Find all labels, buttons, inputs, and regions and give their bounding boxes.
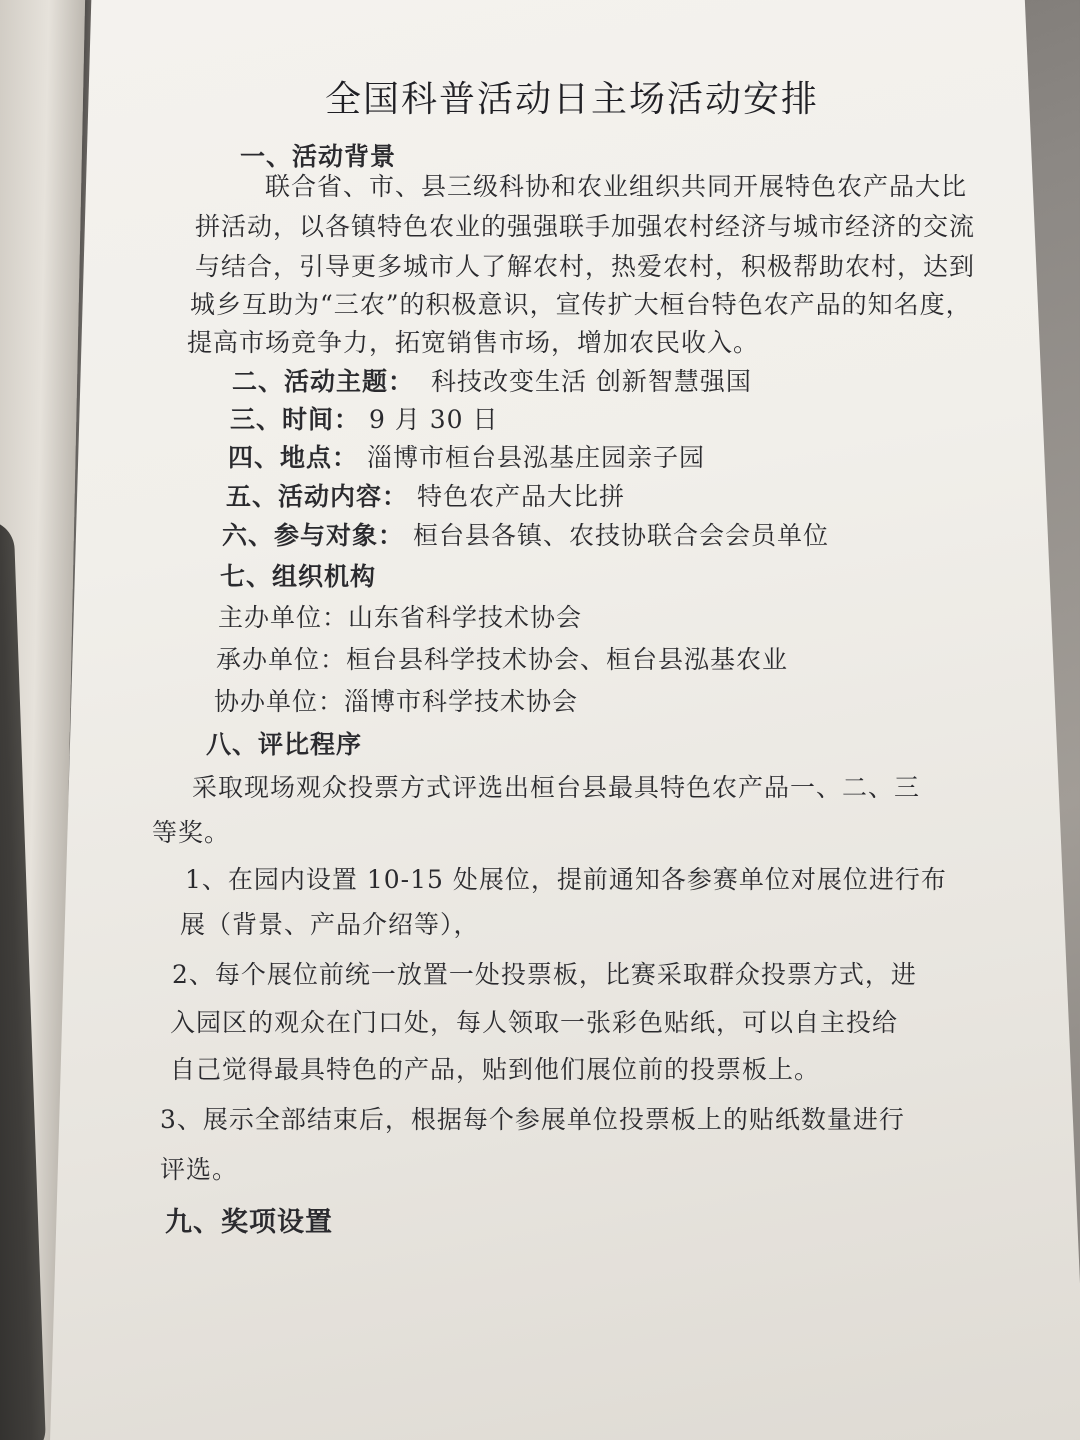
procedure-intro-line-2: 等奖。: [152, 818, 231, 847]
background-line-4: 城乡互助为“三农”的积极意识，宣传扩大桓台特色农产品的知名度，: [190, 290, 972, 319]
section-background-heading: 一、活动背景: [240, 142, 397, 171]
host-unit: 主办单位：山东省科学技术协会: [218, 603, 583, 632]
co-organizer-unit: 协办单位：淄博市科学技术协会: [214, 687, 579, 716]
background-line-3: 与结合，引导更多城市人了解农村，热爱农村，积极帮助农村，达到: [195, 252, 976, 281]
time-label: 三、时间：: [230, 405, 361, 434]
theme-label: 二、活动主题：: [232, 367, 415, 396]
background-line-1: 联合省、市、县三级科协和农业组织共同开展特色农产品大比: [265, 172, 968, 201]
step3-line-2: 评选。: [160, 1155, 239, 1184]
content-value: 特色农产品大比拼: [416, 482, 625, 511]
time-row: [230, 405, 499, 435]
place-row: [228, 443, 705, 473]
section-awards-heading: 九、奖项设置: [165, 1207, 333, 1238]
theme-value: 科技改变生活 创新智慧强国: [430, 367, 752, 396]
step1-line-1: 1、在园内设置 10-15 处展位，提前通知各参赛单位对展位进行布: [185, 865, 947, 894]
participants-label: 六、参与对象：: [222, 521, 405, 550]
step2-line-1: 2、每个展位前统一放置一处投票板，比赛采取群众投票方式，进: [172, 960, 917, 989]
background-line-5: 提高市场竞争力，拓宽销售市场，增加农民收入。: [187, 328, 760, 357]
content-label: 五、活动内容：: [226, 482, 409, 511]
organizer-unit: 承办单位：桓台县科学技术协会、桓台县泓基农业: [216, 645, 789, 674]
content-row: [226, 482, 625, 512]
section-procedure-heading: 八、评比程序: [206, 730, 363, 759]
step2-line-2: 入园区的观众在门口处，每人领取一张彩色贴纸，可以自主投给: [170, 1008, 899, 1037]
time-value: 9 月 30 日: [368, 405, 499, 434]
section-organization-heading: 七、组织机构: [220, 562, 377, 591]
background-line-2: 拼活动，以各镇特色农业的强强联手加强农村经济与城市经济的交流: [195, 212, 976, 241]
theme-row: [232, 367, 752, 397]
place-value: 淄博市桓台县泓基庄园亲子园: [366, 443, 705, 472]
participants-value: 桓台县各镇、农技协联合会会员单位: [412, 521, 829, 550]
step3-line-1: 3、展示全部结束后，根据每个参展单位投票板上的贴纸数量进行: [160, 1105, 905, 1134]
document-title: 全国科普活动日主场活动安排: [325, 79, 820, 120]
step2-line-3: 自己觉得最具特色的产品，贴到他们展位前的投票板上。: [170, 1055, 821, 1084]
place-label: 四、地点：: [228, 443, 359, 472]
step1-line-2: 展（背景、产品介绍等），: [180, 910, 480, 939]
participants-row: [222, 521, 829, 551]
procedure-intro-line-1: 采取现场观众投票方式评选出桓台县最具特色农产品一、二、三: [192, 773, 921, 802]
